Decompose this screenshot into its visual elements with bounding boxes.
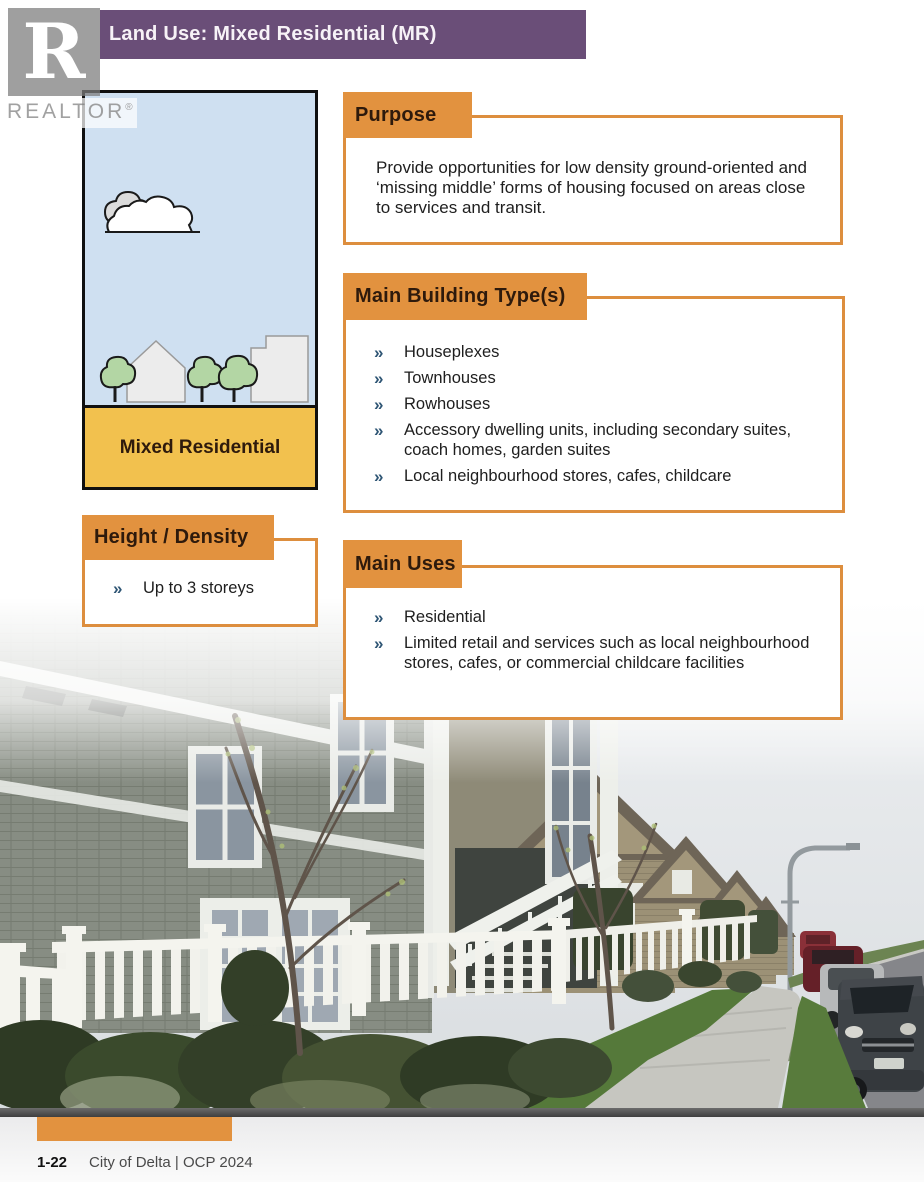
building-types-panel [343,296,845,513]
page-number: 1-22 [37,1154,68,1171]
footer-text [37,1154,253,1171]
realtor-label: REALTOR® [5,98,137,128]
building-types-heading-tab [343,273,587,320]
bullet-chevron: » [374,395,384,415]
page-title: Land Use: Mixed Residential (MR) [109,23,437,45]
bullet-chevron: » [113,579,123,598]
diagram-label-band [85,405,315,487]
realtor-logo-icon [8,8,100,96]
height-density-heading: Height / Density [94,526,249,548]
bullet-chevron: » [374,421,384,441]
height-density-list [113,579,315,599]
bullet-chevron: » [374,466,384,486]
land-use-diagram [82,90,318,490]
building-types-list [374,343,842,487]
list-item: » Houseplexes [374,343,500,362]
registered-mark: ® [125,102,133,113]
diagram-label: Mixed Residential [119,436,281,458]
footer-accent-bar [37,1117,232,1141]
bullet-chevron: » [374,608,384,627]
height-density-heading-tab [82,515,274,560]
realtor-r-glyph: R [22,7,86,96]
diagram-sky-illustration [85,93,315,405]
document-title: City of Delta | OCP 2024 [89,1154,253,1171]
building-types-heading: Main Building Type(s) [355,285,566,307]
photo-bottom-bar [0,1108,924,1117]
purpose-heading: Purpose [355,103,437,126]
purpose-body: Provide opportunities for low density ground-oriented and ‘missing middle’ forms of housing focused on areas close to services and transit. [376,158,807,218]
main-uses-heading-tab [343,540,462,588]
list-item: » Accessory dwelling units, including secondary suites, coach homes, garden suites [374,421,792,459]
list-item: » Townhouses [374,369,496,389]
main-uses-list [374,608,840,674]
bullet-chevron: » [374,369,384,389]
realtor-watermark [5,8,137,128]
main-uses-panel [343,565,843,720]
list-item: » Local neighbourhood stores, cafes, childcare [374,466,732,486]
list-item: » Rowhouses [374,395,491,415]
list-item: » Up to 3 storeys [113,579,254,598]
list-item: » Limited retail and services such as local neighbourhood stores, cafes, or commercial childcare facilities [374,634,810,672]
bullet-chevron: » [374,634,384,654]
list-item: » Residential [374,608,486,627]
main-uses-heading: Main Uses [355,552,456,575]
page-header-bar [100,10,586,59]
bullet-chevron: » [374,343,384,362]
purpose-heading-tab [343,92,472,138]
page-footer [0,1117,924,1182]
